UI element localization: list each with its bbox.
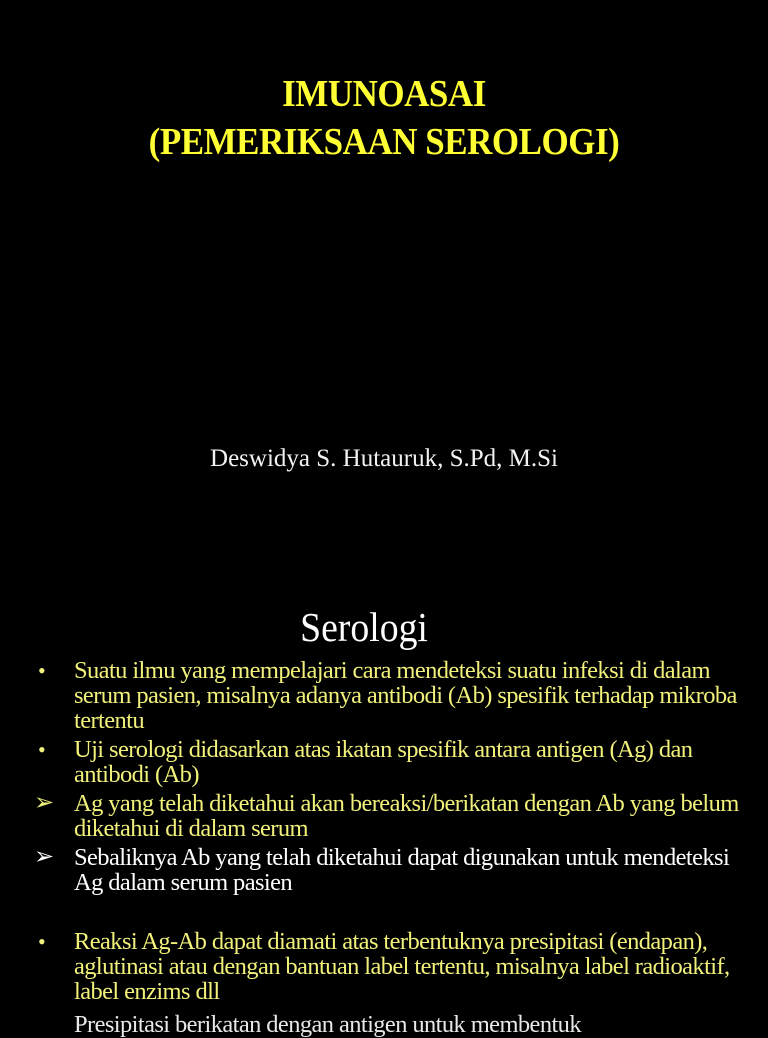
bullet-item xyxy=(0,658,768,733)
arrowhead-bullet-icon: ➢ xyxy=(34,790,54,816)
bullet-item xyxy=(0,845,768,895)
arrowhead-bullet-icon: ➢ xyxy=(34,844,54,870)
bullet-dot-icon: • xyxy=(38,929,46,954)
bullet-text: Ag yang telah diketahui akan bereaksi/berikatan dengan Ab yang belum diketahui di dalam serum xyxy=(74,790,739,842)
bullet-text: Reaksi Ag-Ab dapat diamati atas terbentuknya presipitasi (endapan), aglutinasi atau dengan bantuan label tertentu, misalnya label radioaktif, label enzims dll xyxy=(74,928,730,1005)
bullet-dot-icon: • xyxy=(38,658,46,683)
slide-title-line-1: IMUNOASAI xyxy=(282,73,486,115)
bullet-text: Suatu ilmu yang mempelajari cara mendeteksi suatu infeksi di dalam serum pasien, misalnya adanya antibodi (Ab) spesifik terhadap mikroba tertentu xyxy=(74,657,737,734)
slide-title-line-2: (PEMERIKSAAN SEROLOGI) xyxy=(148,121,620,163)
slide-heading: Serologi xyxy=(300,604,428,650)
bullet-dot-icon: • xyxy=(38,737,46,762)
bullet-text: Sebaliknya Ab yang telah diketahui dapat digunakan untuk mendeteksi Ag dalam serum pasien xyxy=(74,844,730,896)
spacer xyxy=(0,899,768,929)
bullet-list xyxy=(0,658,768,1008)
bullet-text: Uji serologi didasarkan atas ikatan spesifik antara antigen (Ag) dan antibodi (Ab) xyxy=(74,736,693,788)
cut-off-text-line: Presipitasi berikatan dengan antigen untuk membentuk xyxy=(74,1011,581,1038)
author-name: Deswidya S. Hutauruk, S.Pd, M.Si xyxy=(210,445,558,472)
bullet-item xyxy=(0,737,768,787)
bullet-item xyxy=(0,791,768,841)
bullet-item xyxy=(0,929,768,1004)
